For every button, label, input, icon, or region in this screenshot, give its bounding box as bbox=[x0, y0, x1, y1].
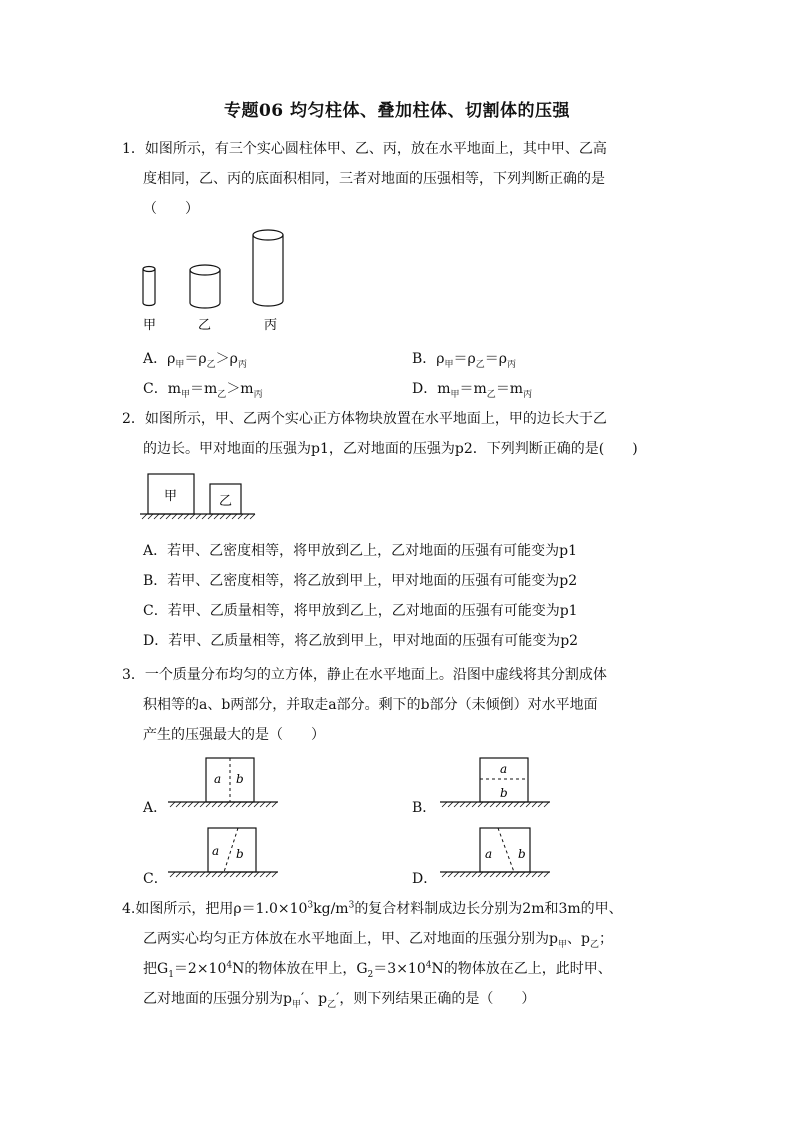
ground-hatch-line bbox=[478, 872, 483, 877]
ground-hatch-line bbox=[230, 802, 235, 807]
ground-hatch-line bbox=[212, 802, 217, 807]
ground-hatch-line bbox=[182, 872, 187, 877]
ground-hatch-line bbox=[544, 802, 549, 807]
ground-hatch-line bbox=[184, 514, 189, 519]
ground-hatch-line bbox=[266, 872, 271, 877]
ground-hatch-line bbox=[472, 802, 477, 807]
ground-hatch-line bbox=[448, 872, 453, 877]
ground-hatch-line bbox=[212, 872, 217, 877]
ground-hatch-line bbox=[190, 514, 195, 519]
q3-figure-a bbox=[168, 755, 278, 810]
part-a-label: a bbox=[500, 762, 508, 776]
ground-hatch-line bbox=[272, 872, 277, 877]
ground-hatch-line bbox=[244, 514, 249, 519]
ground-hatch-line bbox=[200, 802, 205, 807]
part-a-label: a bbox=[212, 844, 220, 858]
ground-hatch-line bbox=[236, 872, 241, 877]
ground-hatch-line bbox=[200, 872, 205, 877]
q1-line-3: （ ） bbox=[143, 201, 199, 217]
ground-hatch-line bbox=[176, 802, 181, 807]
ground-hatch-line bbox=[206, 802, 211, 807]
part-b-label: b bbox=[236, 772, 244, 786]
ground-hatch-line bbox=[166, 514, 171, 519]
ground-hatch-line bbox=[182, 802, 187, 807]
q4-line-1: 4.如图所示，把用$\rho=1.0\times 10^3kg/m^3$的复合材料制成边长分别为2m和3m的甲、 bbox=[122, 900, 623, 917]
ground-hatch-line bbox=[454, 872, 459, 877]
ground-hatch-line bbox=[220, 514, 225, 519]
ground-hatch-line bbox=[478, 802, 483, 807]
ground-hatch-line bbox=[238, 514, 243, 519]
ground-hatch-line bbox=[206, 872, 211, 877]
q2-option-a: A．若甲、乙密度相等，将甲放到乙上，乙对地面的压强有可能变为p1 bbox=[143, 543, 577, 559]
q4-line-2: 乙两实心均匀正方体放在水平地面上，甲、乙对地面的压强分别为$p_甲$、$p_乙$； bbox=[143, 931, 613, 950]
ground-hatch-line bbox=[532, 872, 537, 877]
ground-hatch-line bbox=[466, 802, 471, 807]
ground-hatch-line bbox=[224, 802, 229, 807]
q1-option-b: B．$\rho_甲=\rho_乙=\rho_丙$ bbox=[412, 351, 517, 370]
q1-cylinders-figure bbox=[135, 225, 295, 337]
ground-hatch-line bbox=[194, 872, 199, 877]
label-yi: 乙 bbox=[198, 318, 212, 333]
ground-hatch-line bbox=[224, 872, 229, 877]
part-a-label: a bbox=[214, 772, 222, 786]
part-b-label: b bbox=[500, 786, 508, 800]
ground-hatch-line bbox=[484, 802, 489, 807]
ground-hatch-line bbox=[226, 514, 231, 519]
ground-hatch-line bbox=[176, 872, 181, 877]
q3-figure-b bbox=[440, 755, 550, 810]
ground-hatch-line bbox=[154, 514, 159, 519]
ground-hatch-line bbox=[502, 872, 507, 877]
ground-hatch-line bbox=[520, 802, 525, 807]
ground-hatch-line bbox=[232, 514, 237, 519]
ground-hatch-line bbox=[502, 802, 507, 807]
ground-hatch-line bbox=[448, 802, 453, 807]
ground-hatch-line bbox=[514, 872, 519, 877]
ground-hatch-line bbox=[538, 872, 543, 877]
q1-option-d: D．$m_甲=m_乙=m_丙$ bbox=[412, 381, 533, 400]
cylinder-yi bbox=[190, 265, 220, 308]
q2-option-b: B．若甲、乙密度相等，将乙放到甲上，甲对地面的压强有可能变为p2 bbox=[143, 573, 578, 589]
q3-line-2: 积相等的a、b两部分，并取走a部分。剩下的b部分（未倾倒）对水平地面 bbox=[143, 697, 598, 713]
ground-hatch-line bbox=[472, 872, 477, 877]
ground-hatch-line bbox=[484, 872, 489, 877]
ground-hatch-line bbox=[148, 514, 153, 519]
ground-hatch-line bbox=[496, 872, 501, 877]
ground-hatch-line bbox=[250, 514, 255, 519]
ground-hatch-line bbox=[490, 802, 495, 807]
q3-line-3: 产生的压强最大的是（ ） bbox=[143, 727, 325, 743]
ground-hatch-line bbox=[202, 514, 207, 519]
q2-option-c: C．若甲、乙质量相等，将甲放到乙上，乙对地面的压强有可能变为p1 bbox=[143, 603, 578, 619]
q1-option-c: C．$m_甲=m_乙>m_丙$ bbox=[143, 381, 263, 400]
ground-hatch-line bbox=[248, 802, 253, 807]
cylinder-jia bbox=[143, 267, 155, 306]
ground-hatch-line bbox=[188, 802, 193, 807]
ground-hatch-line bbox=[272, 802, 277, 807]
cylinder-bing bbox=[253, 230, 283, 306]
ground-hatch-line bbox=[242, 872, 247, 877]
ground-hatch-line bbox=[508, 802, 513, 807]
ground-hatch-line bbox=[260, 802, 265, 807]
ground-hatch-line bbox=[230, 872, 235, 877]
q3-figure-c bbox=[168, 825, 278, 880]
ground-hatch-line bbox=[248, 872, 253, 877]
q3-option-b: B． bbox=[412, 800, 437, 816]
part-b-label: b bbox=[518, 847, 526, 861]
q3-line-1: 3．一个质量分布均匀的立方体，静止在水平地面上。沿图中虚线将其分割成体 bbox=[122, 667, 607, 683]
ground-hatch-line bbox=[242, 802, 247, 807]
cube-label-yi: 乙 bbox=[219, 494, 233, 509]
ground-hatch-line bbox=[254, 802, 259, 807]
ground-hatch-line bbox=[514, 802, 519, 807]
q2-option-d: D．若甲、乙质量相等，将乙放到甲上，甲对地面的压强有可能变为p2 bbox=[143, 633, 579, 649]
ground-hatch-line bbox=[218, 872, 223, 877]
ground-hatch-line bbox=[160, 514, 165, 519]
ground-hatch-line bbox=[454, 802, 459, 807]
q1-line-1: 1．如图所示，有三个实心圆柱体甲、乙、丙，放在水平地面上，其中甲、乙高 bbox=[122, 141, 607, 157]
ground-hatch-line bbox=[538, 802, 543, 807]
q2-line-1: 2．如图所示，甲、乙两个实心正方体物块放置在水平地面上，甲的边长大于乙 bbox=[122, 411, 607, 427]
ground-hatch-line bbox=[236, 802, 241, 807]
ground-hatch-line bbox=[490, 872, 495, 877]
q3-option-a: A． bbox=[143, 800, 168, 816]
ground-hatch-line bbox=[208, 514, 213, 519]
part-b-label: b bbox=[236, 847, 244, 861]
ground-hatch-line bbox=[526, 802, 531, 807]
ground-hatch-line bbox=[260, 872, 265, 877]
page-title: 专题06 均匀柱体、叠加柱体、切割体的压强 bbox=[223, 101, 571, 121]
ground-hatch-line bbox=[214, 514, 219, 519]
q1-line-2: 度相同，乙、丙的底面积相同，三者对地面的压强相等，下列判断正确的是 bbox=[143, 171, 605, 187]
ground-hatch-line bbox=[442, 802, 447, 807]
ground-hatch-line bbox=[532, 802, 537, 807]
label-bing: 丙 bbox=[264, 318, 278, 333]
ground-hatch-line bbox=[218, 802, 223, 807]
label-jia: 甲 bbox=[143, 318, 157, 333]
ground-hatch-line bbox=[172, 514, 177, 519]
q2-cubes-figure bbox=[140, 470, 260, 525]
ground-hatch-line bbox=[508, 872, 513, 877]
q4-line-4: 乙对地面的压强分别为$p_甲'$、$p_乙'$，则下列结果正确的是（ ） bbox=[143, 991, 536, 1010]
ground-hatch-line bbox=[460, 802, 465, 807]
ground-hatch-line bbox=[178, 514, 183, 519]
q2-line-2: 的边长。甲对地面的压强为p1，乙对地面的压强为p2．下列判断正确的是( ) bbox=[143, 441, 638, 457]
ground-hatch-line bbox=[188, 872, 193, 877]
ground-hatch-line bbox=[460, 872, 465, 877]
ground-hatch-line bbox=[254, 872, 259, 877]
ground-hatch-line bbox=[496, 802, 501, 807]
ground-hatch-line bbox=[196, 514, 201, 519]
ground-hatch-line bbox=[442, 872, 447, 877]
ground-hatch-line bbox=[194, 802, 199, 807]
ground-hatch-line bbox=[520, 872, 525, 877]
q1-option-a: A．$\rho_甲=\rho_乙>\rho_丙$ bbox=[143, 351, 247, 370]
ground-hatch-line bbox=[266, 802, 271, 807]
q4-line-3: 把$G_1=2\times 10^4N$的物体放在甲上，$G_2=3\times 10^4N$的物体放在乙上，此时甲、 bbox=[143, 960, 612, 980]
q3-option-c: C． bbox=[143, 871, 168, 887]
ground-hatch-line bbox=[526, 872, 531, 877]
q3-option-d: D． bbox=[412, 871, 438, 887]
ground-hatch-line bbox=[466, 872, 471, 877]
ground-hatch-line bbox=[170, 872, 175, 877]
ground-hatch-line bbox=[142, 514, 147, 519]
ground-hatch-line bbox=[170, 802, 175, 807]
part-a-label: a bbox=[485, 847, 493, 861]
cube-label-jia: 甲 bbox=[164, 489, 178, 504]
q3-figure-d bbox=[440, 825, 550, 880]
ground-hatch-line bbox=[544, 872, 549, 877]
